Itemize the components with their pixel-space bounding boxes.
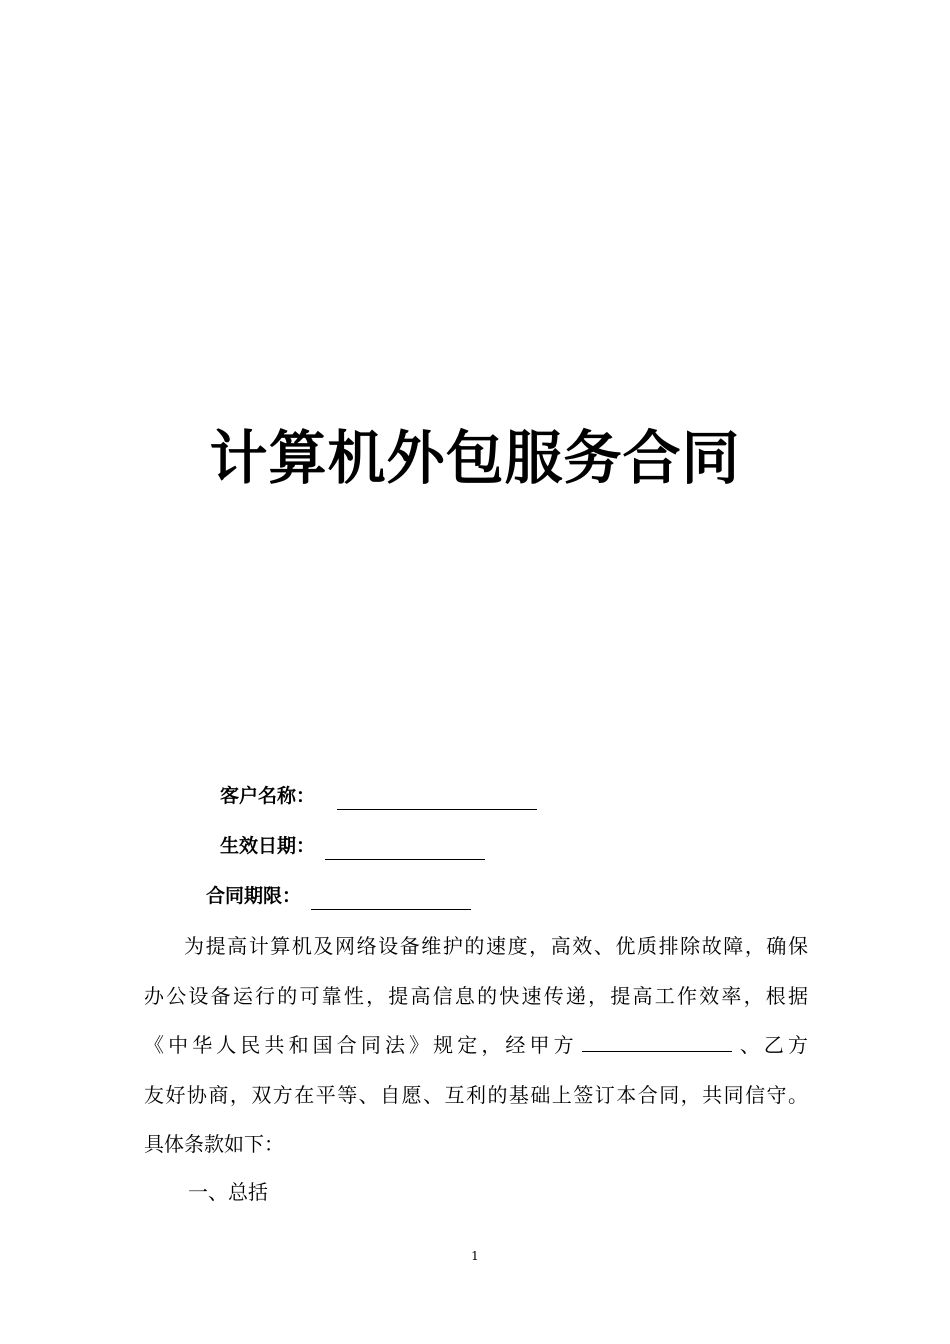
paragraph-line-with-blank <box>144 1021 808 1071</box>
contract-term-label: 合同期限： <box>206 885 302 907</box>
paragraph-line: 具体条款如下： <box>144 1132 284 1156</box>
effective-date-blank[interactable] <box>325 837 485 860</box>
contract-term-field <box>206 882 471 910</box>
party-a-blank[interactable] <box>582 1029 732 1052</box>
paragraph-line-part: 《中华人民共和国合同法》规定，经甲方 <box>144 1033 578 1057</box>
page-number: 1 <box>471 1249 479 1263</box>
client-name-label: 客户名称： <box>220 785 316 807</box>
contract-title: 计算机外包服务合同 <box>209 424 741 492</box>
client-name-blank[interactable] <box>337 787 537 810</box>
effective-date-label: 生效日期： <box>220 835 316 857</box>
section-heading: 一、总括 <box>188 1180 268 1204</box>
paragraph-line: 友好协商，双方在平等、自愿、互利的基础上签订本合同，共同信守。 <box>144 1082 808 1107</box>
intro-paragraph <box>144 922 808 1170</box>
paragraph-line: 为提高计算机及网络设备维护的速度，高效、优质排除故障，确保 <box>184 934 808 958</box>
paragraph-line-part: 、乙方 <box>735 1033 809 1057</box>
contract-term-blank[interactable] <box>311 887 471 910</box>
client-name-field <box>220 782 537 810</box>
effective-date-field <box>220 832 485 860</box>
paragraph-line: 办公设备运行的可靠性，提高信息的快速传递，提高工作效率，根据 <box>144 983 808 1008</box>
